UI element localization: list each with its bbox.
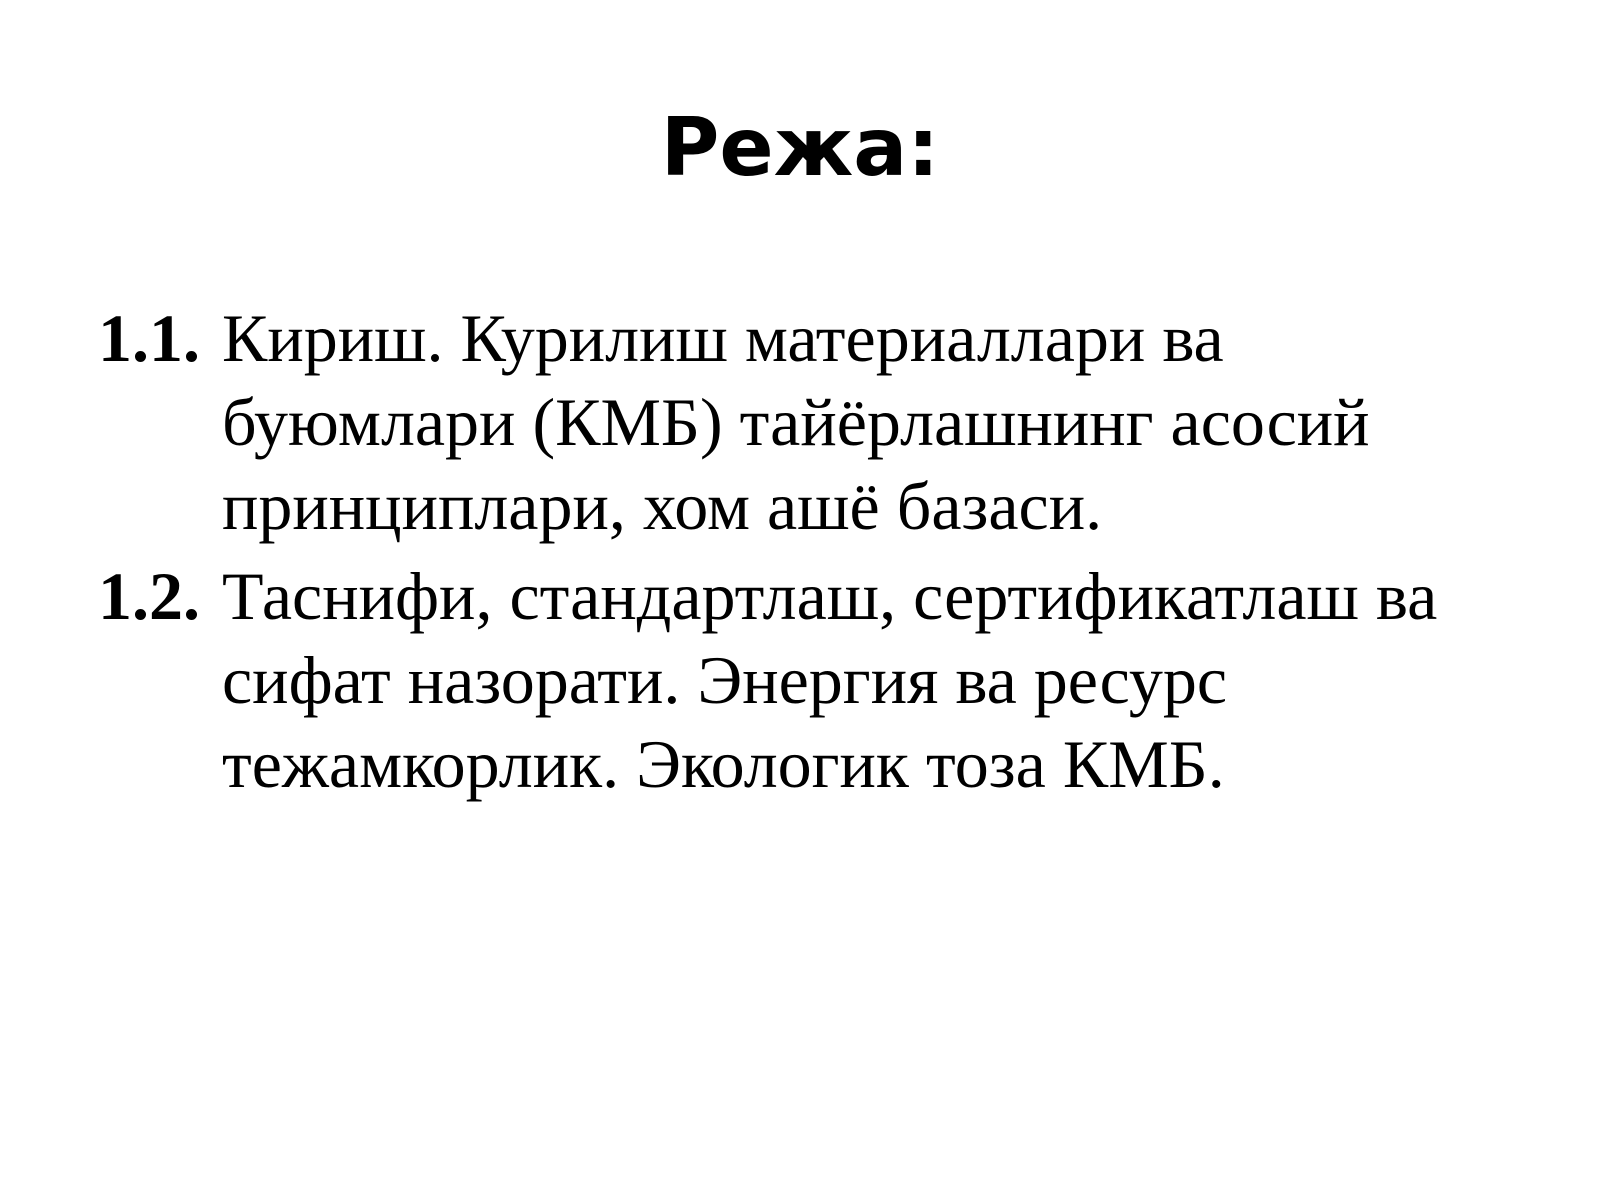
agenda-item-number: 1.2. bbox=[98, 558, 200, 634]
agenda-item-text bbox=[222, 296, 1558, 548]
agenda-item-text bbox=[222, 554, 1558, 806]
agenda-item-line: Кириш. Курилиш материаллари ва bbox=[222, 300, 1224, 376]
agenda-item-1-2 bbox=[98, 554, 1558, 806]
agenda-list bbox=[98, 296, 1558, 812]
agenda-item-line: буюмлари (КМБ) тайёрлашнинг асосий bbox=[222, 384, 1370, 460]
agenda-item-line: принциплари, хом ашё базаси. bbox=[222, 468, 1103, 544]
agenda-item-1-1 bbox=[98, 296, 1558, 548]
agenda-item-number: 1.1. bbox=[98, 300, 200, 376]
slide-title: Режа: bbox=[660, 101, 940, 194]
agenda-item-line: тежамкорлик. Экологик тоза КМБ. bbox=[222, 726, 1225, 802]
agenda-item-line: Таснифи, стандартлаш, сертификатлаш ва bbox=[222, 558, 1438, 634]
agenda-item-line: сифат назорати. Энергия ва ресурс bbox=[222, 642, 1228, 718]
